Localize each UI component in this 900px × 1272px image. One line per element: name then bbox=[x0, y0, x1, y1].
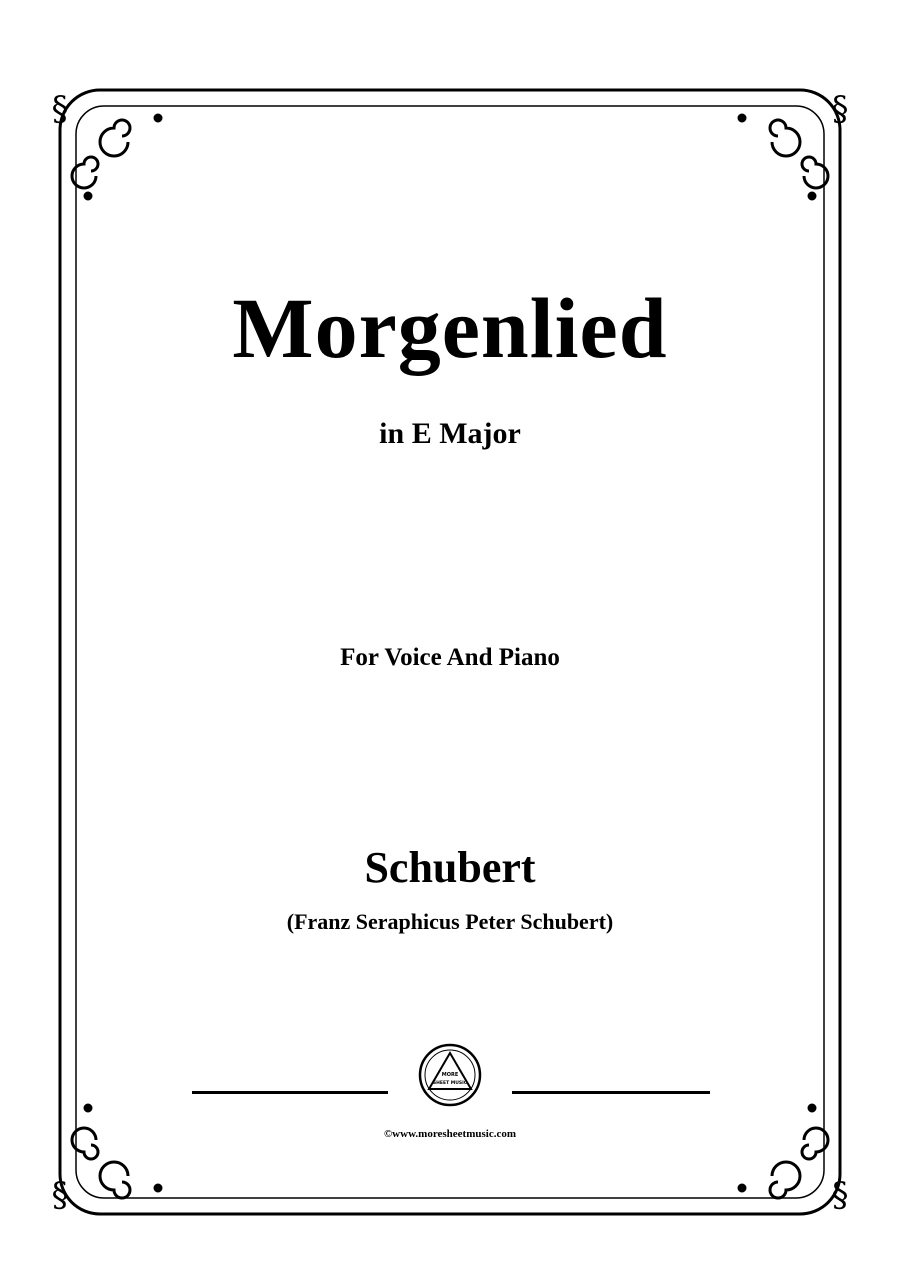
composer-full-name: (Franz Seraphicus Peter Schubert) bbox=[286, 909, 614, 934]
key-subtitle: in E Major bbox=[379, 417, 521, 450]
corner-scroll-bottom-right bbox=[739, 1105, 828, 1198]
divider-line-left bbox=[192, 1091, 388, 1094]
logo-text-top: MORE bbox=[441, 1072, 459, 1078]
piece-title: Morgenlied bbox=[232, 280, 668, 376]
divider-line-right bbox=[512, 1091, 710, 1094]
composer-name: Schubert bbox=[364, 843, 536, 892]
flourish-top-right: § bbox=[831, 89, 849, 129]
flourish-bottom-right: § bbox=[831, 1175, 849, 1215]
copyright-notice: ©www.moresheetmusic.com bbox=[383, 1128, 517, 1140]
publisher-logo-icon bbox=[418, 1043, 482, 1107]
instrumentation-label: For Voice And Piano bbox=[340, 644, 560, 671]
logo-text-bottom: SHEET MUSIC bbox=[432, 1081, 468, 1086]
corner-scroll-top-left bbox=[72, 115, 161, 199]
flourish-bottom-left: § bbox=[51, 1175, 69, 1215]
corner-scroll-top-right bbox=[739, 115, 828, 199]
corner-scroll-bottom-left bbox=[72, 1105, 161, 1198]
flourish-top-left: § bbox=[51, 89, 69, 129]
